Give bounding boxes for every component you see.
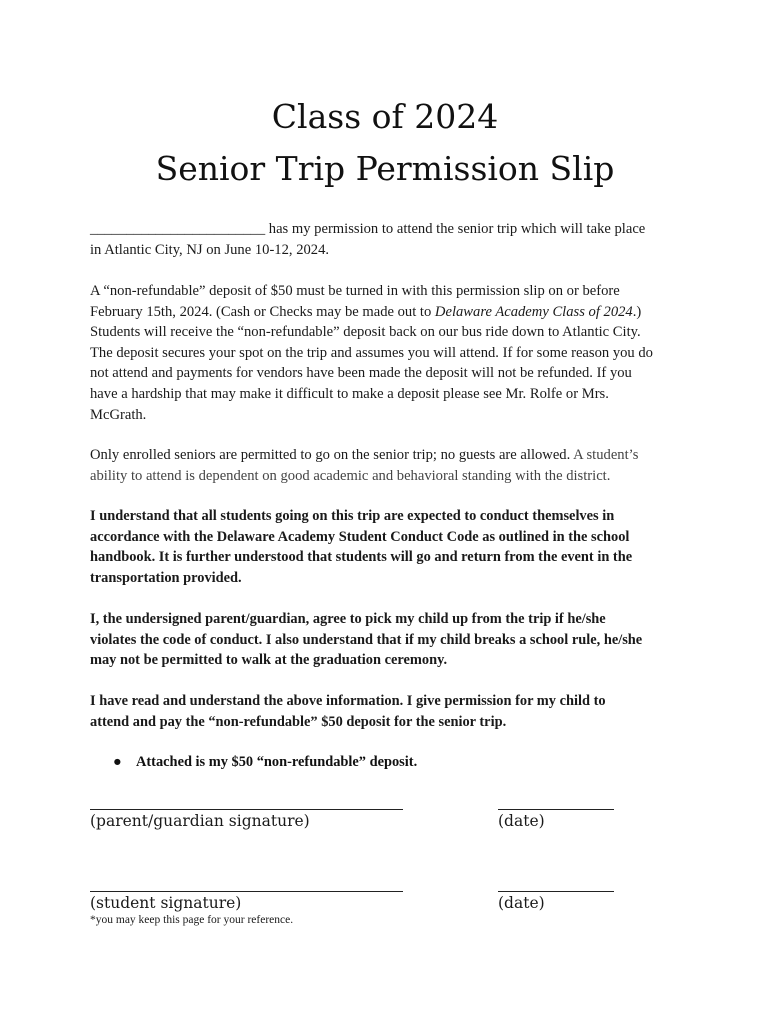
- conduct-paragraph: [90, 506, 690, 588]
- reference-footnote: *you may keep this page for your reference.: [90, 914, 294, 926]
- deposit-paragraph: [90, 281, 690, 425]
- parent-signature-label: (parent/guardian signature): [90, 812, 310, 830]
- guests-line: ability to attend is dependent on good academic and behavioral standing with the district.: [90, 467, 611, 484]
- pickup-line: I, the undersigned parent/guardian, agree to pick my child up from the trip if he/she: [90, 611, 606, 627]
- intro-line: ________________________ has my permission to attend the senior trip which will take place: [90, 221, 646, 237]
- deposit-line-text: February 15th, 2024. (Cash or Checks may be made out to: [90, 303, 435, 320]
- student-date-label: (date): [498, 894, 545, 912]
- guests-line-text: Only enrolled seniors are permitted to go on the senior trip; no guests are allowed.: [90, 447, 571, 463]
- bullet-icon: ●: [113, 754, 122, 770]
- parent-date-label: (date): [498, 812, 545, 830]
- student-signature-line[interactable]: [90, 891, 403, 892]
- pickup-line: violates the code of conduct. I also understand that if my child breaks a school rule, he/she: [90, 631, 643, 648]
- pickup-paragraph: [90, 609, 690, 671]
- conduct-line: transportation provided.: [90, 569, 242, 586]
- guests-line-text: A student’s: [570, 447, 639, 463]
- parent-signature-line[interactable]: [90, 809, 403, 810]
- bullet-text: Attached is my $50 “non-refundable” deposit.: [136, 754, 418, 770]
- agreement-line: attend and pay the “non-refundable” $50 deposit for the senior trip.: [90, 713, 507, 730]
- title-class-of-2024: Class of 2024: [271, 97, 499, 136]
- conduct-line: I understand that all students going on this trip are expected to conduct themselves in: [90, 508, 615, 524]
- deposit-line: Students will receive the “non-refundable” deposit back on our bus ride down to Atlantic City.: [90, 324, 641, 341]
- deposit-line: [90, 302, 690, 323]
- conduct-line: handbook. It is further understood that students will go and return from the event in the: [90, 549, 633, 566]
- intro-line: in Atlantic City, NJ on June 10-12, 2024.: [90, 241, 330, 258]
- deposit-line: The deposit secures your spot on the trip and assumes you will attend. If for some reason you do: [90, 344, 653, 361]
- title-senior-trip-permission-slip: Senior Trip Permission Slip: [155, 149, 615, 188]
- guests-paragraph: [90, 445, 690, 486]
- deposit-line: have a hardship that may make it difficult to make a deposit please see Mr. Rolfe or Mrs.: [90, 385, 609, 402]
- parent-date-line[interactable]: [498, 809, 614, 810]
- payee-name: Delaware Academy Class of 2024: [434, 303, 633, 320]
- pickup-line: may not be permitted to walk at the graduation ceremony.: [90, 652, 448, 669]
- deposit-line: A “non-refundable” deposit of $50 must be turned in with this permission slip on or before: [90, 283, 620, 299]
- deposit-line-text: .): [632, 303, 642, 320]
- deposit-line: not attend and payments for vendors have been made the deposit will not be refunded. If you: [90, 365, 632, 382]
- student-date-line[interactable]: [498, 891, 614, 892]
- agreement-paragraph: [90, 691, 690, 732]
- student-signature-label: (student signature): [90, 894, 242, 912]
- guests-line: [90, 445, 690, 466]
- deposit-line: McGrath.: [90, 406, 147, 423]
- conduct-line: accordance with the Delaware Academy Student Conduct Code as outlined in the school: [90, 528, 630, 545]
- agreement-line: I have read and understand the above information. I give permission for my child to: [90, 693, 606, 709]
- intro-paragraph: [90, 219, 690, 260]
- deposit-bullet: [113, 752, 417, 772]
